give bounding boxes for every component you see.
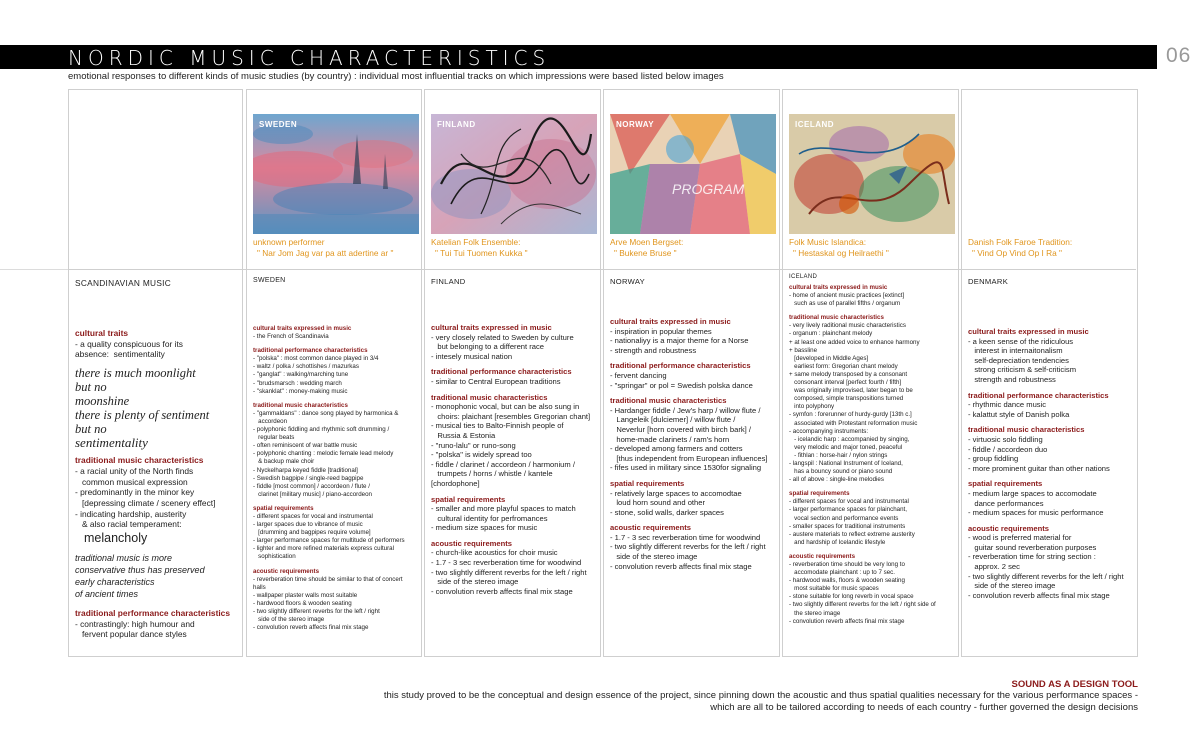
text-line: - home of ancient music practices [extinct] [789, 292, 905, 300]
text-line: - group fiddling [968, 454, 1019, 464]
text-line: - medium large spaces to accomodate [968, 488, 1097, 498]
page-subtitle: emotional responses to different kinds of music studies (by country) : individual most influential tracks on which impressions were based listed below images [68, 71, 724, 82]
text-line: - two slightly different reverbs for the left / right [253, 608, 380, 615]
text-line: very melodic and major toned, peaceful [789, 443, 903, 451]
text-line: - medium size spaces for music [431, 523, 538, 533]
finland-body [431, 323, 596, 596]
column-title: SCANDINAVIAN MUSIC [75, 278, 172, 288]
text-line: - intesely musical nation [431, 351, 513, 361]
text-line: [thus independent from European influences] [610, 453, 768, 463]
text-line: - polyphonic fiddling and rhythmic soft drumming / [253, 426, 390, 434]
text-line: - organum : plainchant melody [789, 330, 873, 338]
track-title: " Nar Jom Jag var pa att adertine ar " [257, 248, 394, 258]
text-line: Russia & Estonia [431, 430, 496, 440]
italic-line: early characteristics [75, 577, 155, 588]
text-line: - larger performance spaces for multitude of performers [253, 537, 405, 545]
text-line: - waltz / polka / schottishes / mazurkas [253, 363, 359, 371]
text-line: - reverberation time should be similar to that of concert halls [253, 575, 405, 591]
text-line: - wood is preferred material for [968, 533, 1072, 543]
text-line: - different spaces for vocal and instrumental [789, 498, 909, 506]
section-heading: acoustic requirements [431, 538, 513, 548]
column-iceland [782, 89, 959, 657]
text-line: - "ganglat" : walking/marching tune [253, 371, 349, 379]
performer-credit [253, 237, 422, 259]
conservative-block [75, 552, 238, 600]
text-line: - church-like acoustics for choir music [431, 548, 558, 558]
text-line: choirs: plaichant [resembles Gregorian chant] [431, 411, 591, 421]
text-line: - "runo-lalu" or runo-song [431, 440, 516, 450]
performer-name: Katelian Folk Ensemble: [431, 237, 521, 247]
text-line: strong criticism & self-criticism [968, 365, 1077, 375]
text-line: - convolution reverb affects final mix stage [610, 561, 752, 571]
text-line: - icelandic harp : accompanied by singing, [789, 435, 910, 443]
text-line: into polyphony [789, 403, 835, 411]
performer-credit [431, 237, 601, 259]
section-heading: cultural traits expressed in music [610, 317, 731, 326]
text-line: was originally improvised, later began to be [789, 387, 913, 395]
section-heading: spatial requirements [253, 504, 314, 512]
text-line: - very lively raditional music characteristics [789, 322, 906, 330]
section-heading: traditional music characteristics [75, 455, 204, 466]
text-line: - langspil : National Instrument of Iceland, [789, 459, 903, 467]
iceland-painting [789, 114, 955, 234]
performer-credit [610, 237, 780, 259]
row-divider [68, 269, 1136, 270]
text-line: - Swedish bagpipe / single-reed bagpipe [253, 474, 364, 482]
footer-title: SOUND AS A DESIGN TOOL [1011, 679, 1138, 690]
country-title: SWEDEN [253, 277, 286, 284]
text-line: - more prominent guitar than other nations [968, 463, 1110, 473]
text-line: earliest form: Gregorian chant melody [789, 362, 898, 370]
text-line: - fiddle [most common] / accordeon / flute / [253, 482, 370, 490]
scandinavian-body [75, 328, 238, 640]
page-number: 06 [1166, 44, 1192, 67]
text-line: home-made clarinets / ram's horn [610, 434, 730, 444]
text-line: vocal section and performance events [789, 514, 899, 522]
text-line: - kalattut style of Danish polka [968, 409, 1070, 419]
text-line: Neverlur [horn covered with birch bark] / [610, 424, 751, 434]
text-line: - fiddle / accordeon duo [968, 444, 1048, 454]
text-line: - stone, solid walls, darker spaces [610, 507, 724, 517]
norway-painting [610, 114, 776, 234]
text-line: + bassline [789, 346, 818, 354]
section-heading: cultural traits expressed in music [789, 284, 888, 291]
section-heading: spatial requirements [968, 479, 1043, 489]
text-line: - fiddle / clarinet / accordeon / harmonium / [431, 459, 575, 469]
text-line: - predominantly in the minor key [75, 487, 195, 498]
text-line: guitar sound reverberation purposes [968, 542, 1097, 552]
text-line: - a racial unity of the North finds [75, 465, 194, 476]
text-line: self-depreciation tendencies [968, 355, 1069, 365]
text-line: - musical ties to Balto-Finnish people of [431, 421, 564, 431]
text-line: - larger spaces due to vibrance of music [253, 521, 363, 529]
section-heading: cultural traits expressed in music [968, 327, 1089, 336]
text-line: interest in internaitonalism [968, 346, 1063, 356]
text-line: - relatively large spaces to accomodtae [610, 488, 742, 498]
text-line: - wallpaper plaster walls most suitable [253, 591, 358, 599]
section-heading: acoustic requirements [968, 523, 1050, 533]
text-line: - convolution reverb affects final mix stage [431, 586, 573, 596]
section-heading: spatial requirements [431, 494, 506, 504]
section-heading: traditional performance characteristics [431, 367, 572, 377]
quote-line: but no [75, 380, 107, 395]
section-heading: traditional music characteristics [789, 314, 884, 322]
text-line: - a quality conspicuous for its [75, 338, 183, 349]
text-line: - austere materials to reflect extreme austerity [789, 530, 915, 538]
text-line: strength and robustness [968, 374, 1056, 384]
text-line: Langeleik [dulciemer] / willow flute / [610, 415, 736, 425]
text-line: - lighter and more refined materials express cultural [253, 545, 394, 553]
footer-text: this study proved to be the conceptual and design essence of the project, since pinning down the acoustic and thus spatial qualities necessary for the various performance spaces - which are all to be tailored according to needs of each country - further governed the design decisions [383, 690, 1138, 713]
text-line: - often reminiscent of war battle music [253, 442, 358, 450]
text-line: such as use of parallel fifths / organum [789, 300, 901, 308]
section-heading: traditional music characteristics [610, 396, 727, 406]
text-line: - monophonic vocal, but can be also sung in [431, 402, 580, 412]
text-line: - similar to Central European traditions [431, 376, 561, 386]
image-overlay-text: PROGRAM [672, 181, 745, 197]
text-line: consonant interval [perfect fourth / fifth] [789, 379, 902, 387]
text-line: absence: sentimentality [75, 349, 165, 360]
text-line: - strength and robustness [610, 345, 697, 355]
text-line: - 1.7 - 3 sec reverberation time for woodwind [610, 532, 761, 542]
text-line: - "gammaldans" : dance song played by harmonica & [253, 409, 399, 417]
column-finland [424, 89, 601, 657]
section-heading: spatial requirements [610, 478, 685, 488]
quote-line: there is plenty of sentiment [75, 408, 210, 423]
performer-name: Folk Music Islandica: [789, 237, 867, 247]
section-heading: traditional performance characteristics [75, 608, 230, 619]
text-line: - Nyckelharpa keyed fiddle [traditional] [253, 466, 358, 474]
text-line: - different spaces for vocal and instrumental [253, 512, 373, 520]
text-line: - "polska" : most common dance played in 3/4 [253, 355, 379, 363]
text-line: - "skanklat" : money-making music [253, 387, 348, 395]
melancholy-text: melancholy [84, 531, 148, 546]
norway-body [610, 317, 775, 571]
text-line: - fithlan : horse-hair / nylon strings [789, 451, 888, 459]
text-line: - very closely related to Sweden by culture [431, 332, 574, 342]
text-line: fervent popular dance styles [75, 629, 187, 640]
finland-painting [431, 114, 597, 234]
text-line: most suitable for music spaces [789, 585, 879, 593]
text-line: - 1.7 - 3 sec reverberation time for woodwind [431, 558, 582, 568]
section-heading: traditional music characteristics [431, 392, 548, 402]
section-heading: spatial requirements [789, 490, 850, 498]
section-heading: cultural traits [75, 328, 129, 338]
text-line: - developed among farmers and cotters [610, 444, 743, 454]
text-line: & also racial temperament: [75, 519, 182, 530]
section-heading: traditional music characteristics [253, 401, 348, 409]
text-line: composed, simple transpositions turned [789, 395, 904, 403]
text-line: - smaller and more playful spaces to match [431, 504, 576, 514]
text-line: [developed in Middle Ages] [789, 354, 869, 362]
text-line: + at least one added voice to enhance harmony [789, 338, 920, 346]
text-line: [depressing climate / scenery effect] [75, 497, 216, 508]
text-line: trumpets / horns / whistle / kantele [chordophone] [431, 469, 555, 488]
quote-line: moonshine [75, 394, 130, 409]
country-title: DENMARK [968, 277, 1009, 286]
text-line: - the French of Scandinavia [253, 333, 329, 341]
column-scandinavian [68, 89, 243, 657]
text-line: - reverberation time should be very long to [789, 561, 905, 568]
text-line: - "springar" or pol = Swedish polska dance [610, 380, 753, 390]
denmark-body [968, 327, 1133, 600]
text-line: + same melody transposed by a consonant [789, 370, 908, 378]
text-line: - accompanying instruments: [789, 427, 869, 435]
text-line: - symfon : forerunner of hurdy-gurdy [13th c.] [789, 411, 912, 419]
text-line: - contrastingly: high humour and [75, 618, 195, 629]
column-norway [603, 89, 780, 657]
iceland-body [789, 284, 954, 626]
divider-left [0, 269, 68, 270]
text-line: - stone suitable for long reverb in vocal space [789, 593, 914, 601]
quote-line: there is much moonlight [75, 366, 196, 381]
track-title: " Bukene Bruse " [614, 248, 677, 258]
quote-block [75, 366, 238, 450]
text-line: - convolution reverb affects final mix stage [968, 590, 1110, 600]
text-line: side of the stereo image [610, 552, 698, 562]
text-line: sophistication [253, 553, 296, 561]
section-heading: cultural traits expressed in music [431, 323, 552, 332]
text-line: - inspiration in popular themes [610, 326, 712, 336]
text-line: the stereo image [789, 609, 841, 617]
section-heading: acoustic requirements [610, 523, 692, 533]
text-line: - a keen sense of the ridiculous [968, 336, 1074, 346]
sweden-painting [253, 114, 419, 234]
text-line: - reverberation time for string section : [968, 552, 1096, 562]
text-line: - nationaliyy is a major theme for a Norse [610, 336, 749, 346]
track-title: " Tui Tui Tuomen Kukka " [435, 248, 528, 258]
text-line: & backup male choir [253, 458, 315, 466]
section-heading: traditional performance characteristics [610, 361, 751, 371]
italic-line: of ancient times [75, 589, 139, 600]
text-line: side of the stereo image [431, 577, 519, 587]
text-line: clarinet [military music] / piano-accordeon [253, 490, 372, 498]
quote-line: but no [75, 422, 107, 437]
column-denmark [961, 89, 1138, 657]
text-line: side of the stereo image [968, 581, 1056, 591]
column-sweden [246, 89, 422, 657]
text-line: - convolution reverb affects final mix stage [789, 617, 905, 625]
section-heading: acoustic requirements [789, 552, 856, 560]
text-line: accomodate plainchant : up to 7 sec. [789, 569, 895, 577]
text-line: - smaller spaces for traditional instruments [789, 522, 906, 530]
image-label: ICELAND [795, 120, 835, 129]
text-line: - two slightly different reverbs for the left / right [610, 542, 766, 552]
image-label: FINLAND [437, 120, 476, 129]
country-title: FINLAND [431, 277, 466, 286]
text-line: side of the stereo image [253, 616, 325, 624]
section-heading: traditional performance characteristics [968, 390, 1109, 400]
text-line: has a bouncy sound or piano sound [789, 468, 893, 476]
text-line: - "brudsmarsch : wedding march [253, 379, 342, 387]
quote-line: sentimentality [75, 435, 148, 451]
text-line: - virtuosic solo fiddling [968, 434, 1043, 444]
italic-line: conservative thus has preserved [75, 565, 205, 576]
text-line: - two slightly different reverbs for the left / right side of [789, 601, 936, 609]
text-line: - hardwood floors & wooden seating [253, 599, 352, 607]
performer-name: Arve Moen Bergset: [610, 237, 684, 247]
text-line: [drumming and bagpipes require volume] [253, 529, 371, 537]
text-line: - medium spaces for music performance [968, 508, 1104, 518]
text-line: loud horn sound and other [610, 498, 706, 508]
text-line: dance performances [968, 498, 1044, 508]
page-title: NORDIC MUSIC CHARACTERISTICS [68, 46, 551, 70]
text-line: - fervent dancing [610, 370, 667, 380]
section-heading: traditional performance characteristics [253, 347, 368, 355]
text-line: - Hardanger fiddle / Jew's harp / willow flute / [610, 405, 761, 415]
text-line: regular beats [253, 434, 295, 442]
track-title: " Vind Op Vind Op I Ra " [972, 248, 1062, 258]
image-label: SWEDEN [259, 120, 298, 129]
text-line: - larger performance spaces for plainchant, [789, 506, 907, 514]
country-title: NORWAY [610, 277, 645, 286]
text-line: - "polska" is widely spread too [431, 450, 532, 460]
text-line: - fifes used in military since 1530for signaling [610, 463, 762, 473]
text-line: - two slightly different reverbs for the left / right [968, 571, 1124, 581]
performer-name: Danish Folk Faroe Tradition: [968, 237, 1073, 247]
text-line: associated with Protestant reformation music [789, 419, 918, 427]
section-heading: acoustic requirements [253, 567, 320, 575]
section-heading: traditional music characteristics [968, 425, 1085, 435]
text-line: and hardship of Icelandic lifestyle [789, 538, 886, 546]
text-line: - convolution reverb affects final mix stage [253, 624, 369, 632]
performer-credit [789, 237, 959, 259]
track-title: " Hestaskal og Heilraethi " [793, 248, 889, 258]
image-label: NORWAY [616, 120, 655, 129]
text-line: but belonging to a different race [431, 342, 545, 352]
text-line: - indicating hardship, austerity [75, 508, 187, 519]
text-line: - polyphonic chanting : melodic female lead melody [253, 450, 394, 458]
text-line: - rhythmic dance music [968, 400, 1047, 410]
text-line: approx. 2 sec [968, 562, 1020, 572]
text-line: cultural identity for perfromances [431, 513, 548, 523]
performer-credit [968, 237, 1138, 259]
text-line: - all of above : single-line melodies [789, 476, 884, 484]
performer-name: unknown performer [253, 237, 325, 247]
text-line: accordeon [253, 417, 288, 425]
section-heading: cultural traits expressed in music [253, 325, 352, 332]
country-title: ICELAND [789, 274, 818, 280]
text-line: - two slightly different reverbs for the left / right [431, 567, 587, 577]
text-line: - hardwood walls, floors & wooden seating [789, 577, 905, 585]
italic-line: traditional music is more [75, 553, 173, 564]
text-line: common musical expression [75, 476, 188, 487]
sweden-body [253, 325, 417, 632]
